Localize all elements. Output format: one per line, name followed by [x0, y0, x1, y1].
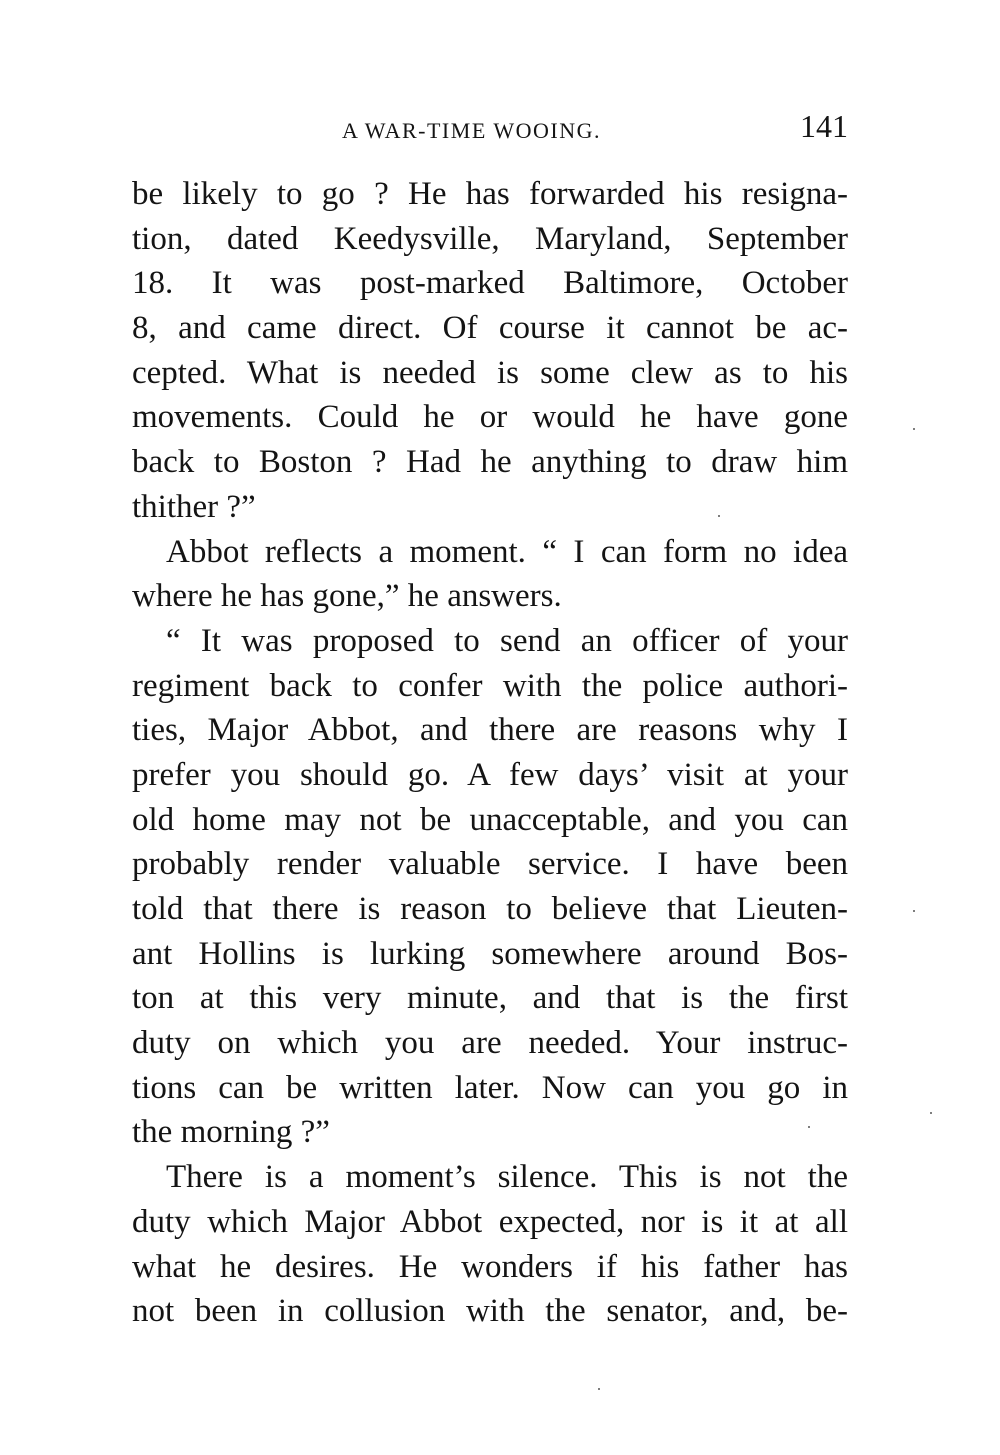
- text-line: ant Hollins is lurking somewhere around Bos-: [132, 935, 848, 972]
- scan-speck: [913, 910, 915, 912]
- scan-speck: [930, 1112, 932, 1114]
- text-line: Abbot reflects a moment. “ I can form no idea: [166, 533, 848, 570]
- text-line: ton at this very minute, and that is the first: [132, 980, 848, 1017]
- page-body: [132, 172, 848, 1334]
- scan-speck: [598, 1388, 600, 1390]
- scan-speck: [913, 428, 915, 430]
- text-line: tions can be written later. Now can you go in: [132, 1069, 848, 1106]
- text-line: the morning ?”: [132, 1114, 330, 1151]
- text-line: old home may not be unacceptable, and you can: [132, 801, 848, 838]
- text-line: duty which Major Abbot expected, nor is it at all: [132, 1203, 848, 1240]
- text-line: cepted. What is needed is some clew as to his: [132, 354, 848, 391]
- page-header: [132, 108, 848, 152]
- text-line: duty on which you are needed. Your instruc-: [132, 1025, 848, 1062]
- running-title: A WAR-TIME WOOING.: [342, 118, 601, 143]
- scan-speck: [808, 1126, 810, 1128]
- text-line: probably render valuable service. I have been: [132, 846, 848, 883]
- text-line: movements. Could he or would he have gone: [132, 399, 848, 436]
- text-line: prefer you should go. A few days’ visit at your: [132, 756, 848, 793]
- text-line: 18. It was post-marked Baltimore, October: [132, 265, 848, 302]
- text-line: what he desires. He wonders if his father has: [132, 1248, 848, 1285]
- text-line: ties, Major Abbot, and there are reasons why I: [132, 712, 848, 749]
- text-line: “ It was proposed to send an officer of your: [166, 622, 848, 659]
- text-line: where he has gone,” he answers.: [132, 578, 562, 615]
- page-number: 141: [800, 108, 848, 144]
- text-line: be likely to go ? He has forwarded his resigna-: [132, 176, 848, 212]
- text-line: not been in collusion with the senator, and, be-: [132, 1293, 848, 1330]
- scan-speck: [718, 515, 720, 517]
- text-line: tion, dated Keedysville, Maryland, September: [132, 220, 848, 257]
- text-line: back to Boston ? Had he anything to draw him: [132, 444, 848, 481]
- text-line: told that there is reason to believe that Lieuten-: [132, 891, 848, 927]
- text-line: thither ?”: [132, 488, 256, 525]
- text-line: There is a moment’s silence. This is not the: [166, 1159, 848, 1196]
- text-line: regiment back to confer with the police authori-: [132, 667, 848, 704]
- text-line: 8, and came direct. Of course it cannot be ac-: [132, 310, 848, 347]
